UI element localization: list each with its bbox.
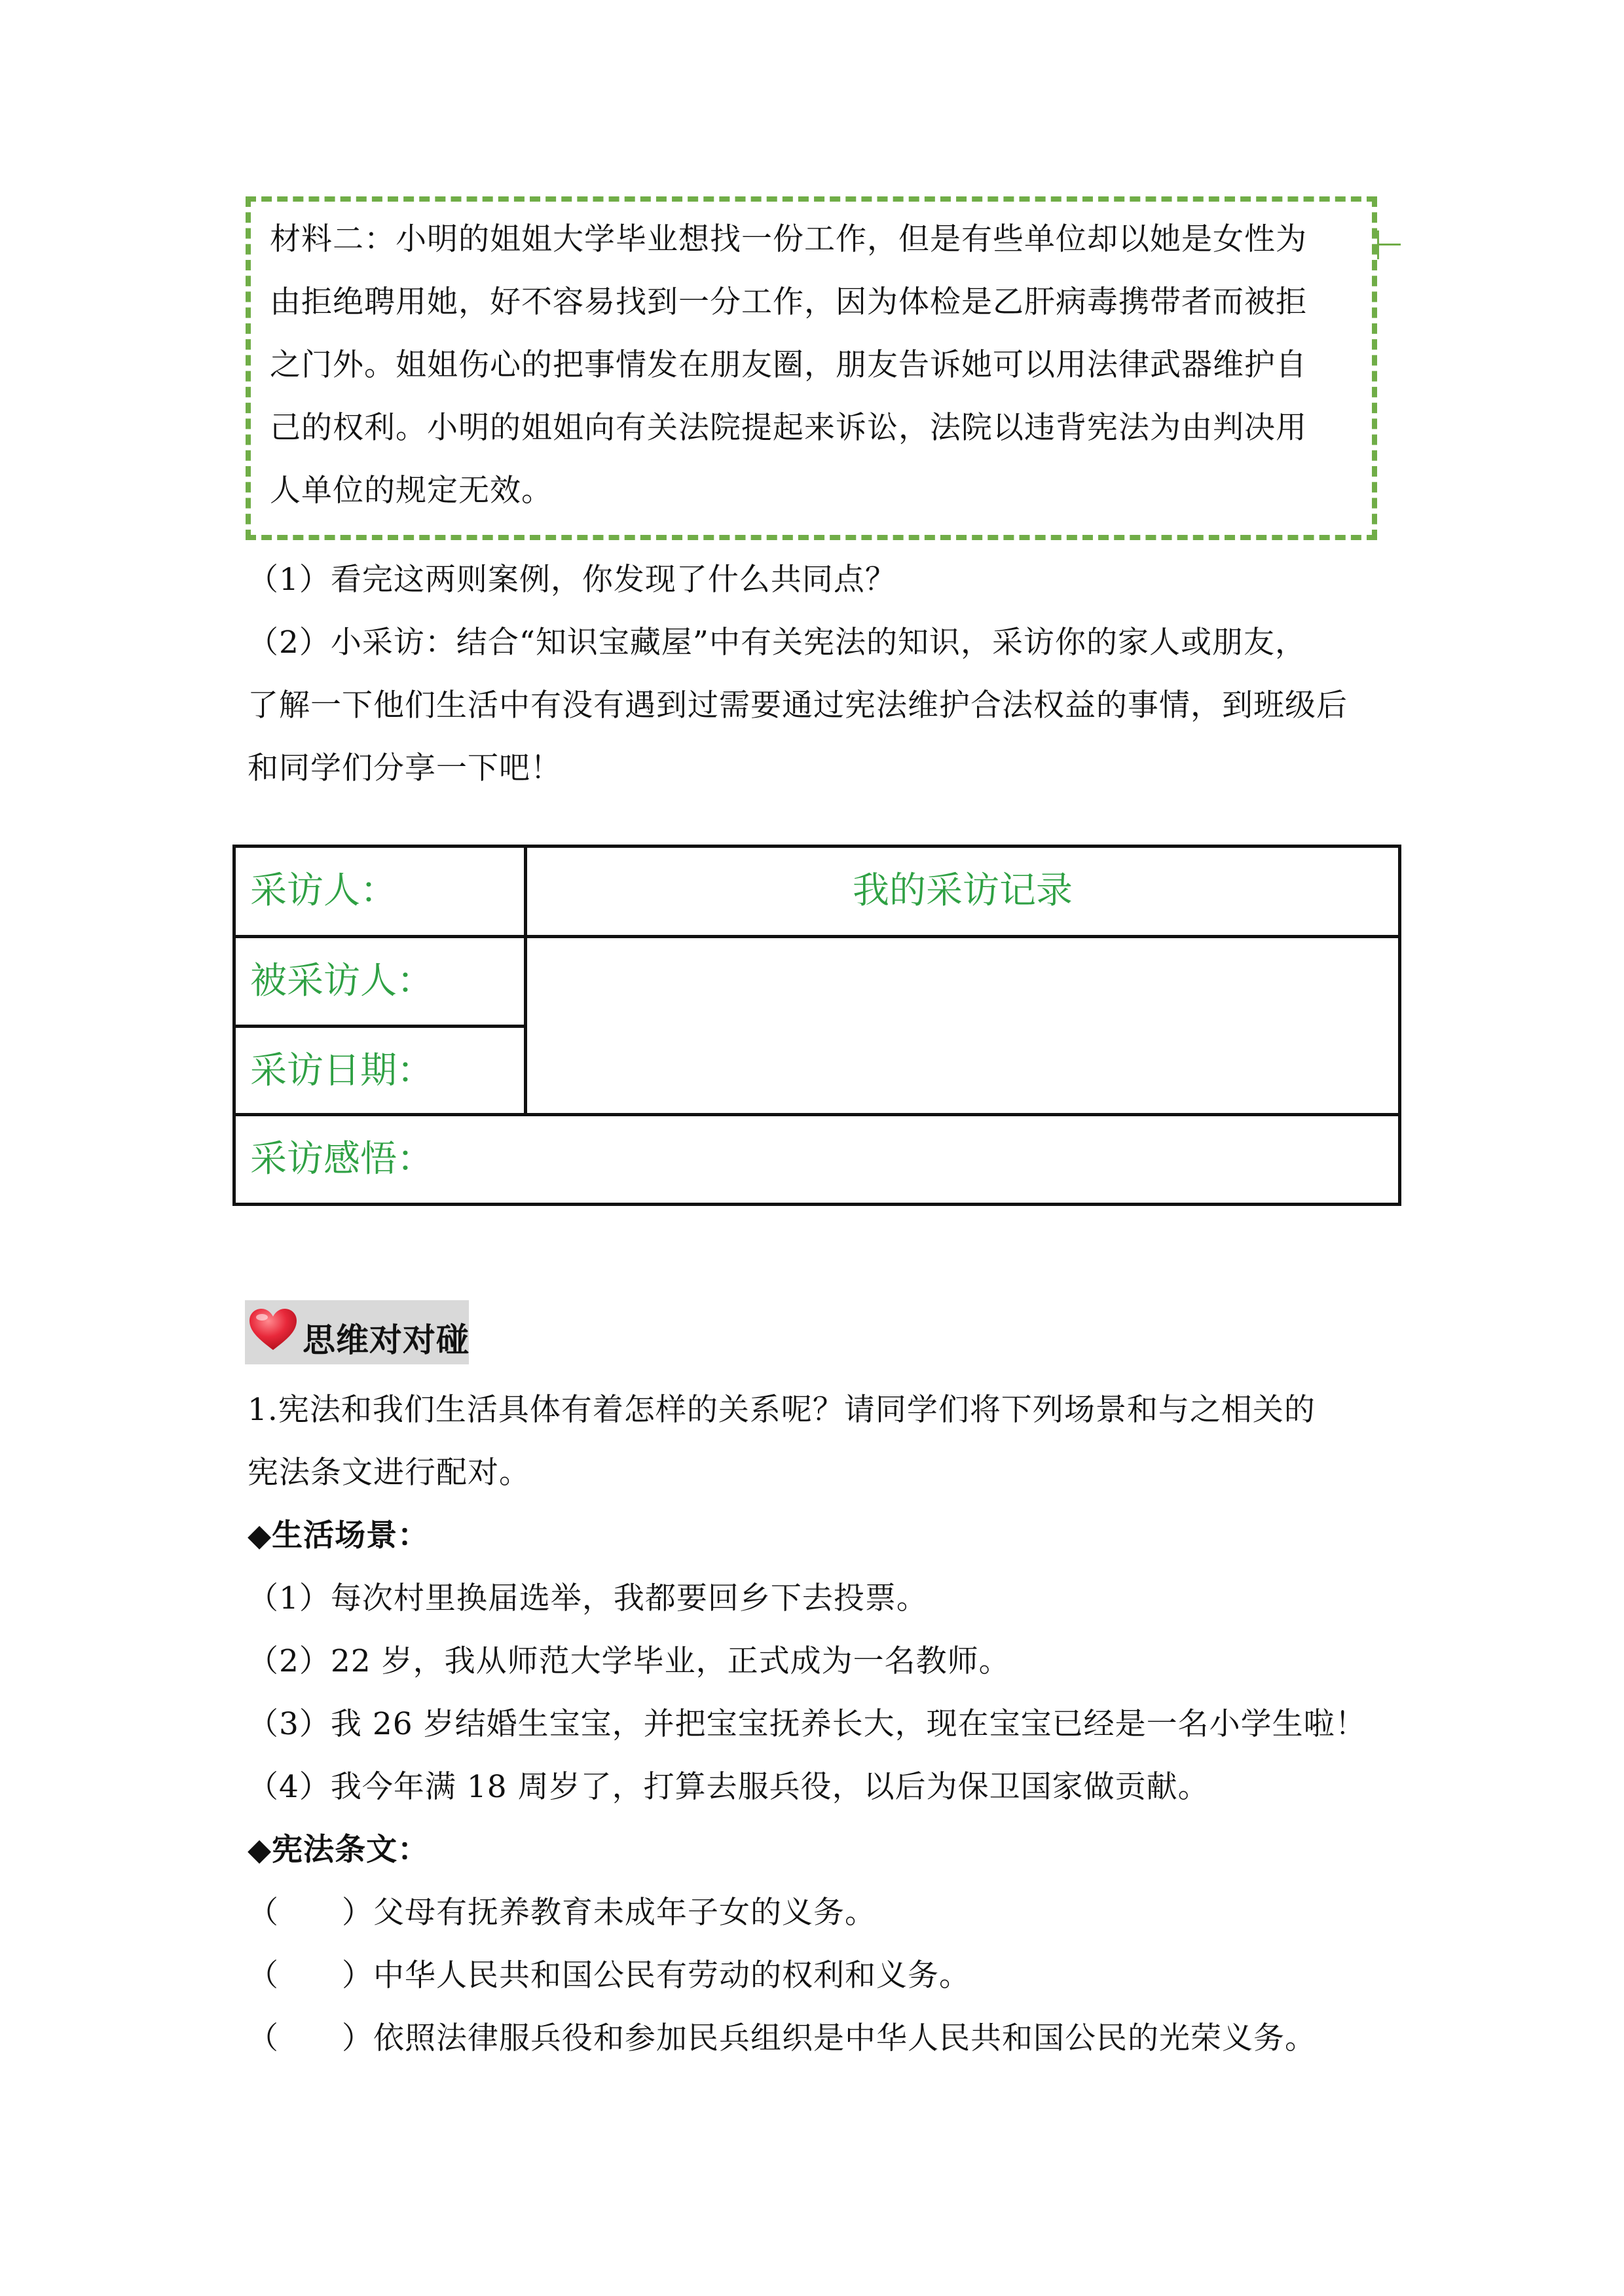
material-line: 人单位的规定无效。 — [270, 473, 553, 509]
record-header: 我的采访记录 — [853, 869, 1073, 912]
material-text — [270, 208, 1363, 522]
material-line: 之门外。姐姐伤心的把事情发在朋友圈，朋友告诉她可以用法律武器维护自 — [270, 347, 1307, 383]
comment-connector — [1377, 244, 1401, 246]
material-line: 己的权利。小明的姐姐向有关法院提起来诉讼，法院以违背宪法为由判决用 — [270, 410, 1307, 446]
article-item: （ ）依照法律服兵役和参加民兵组织是中华人民共和国公民的光荣义务。 — [248, 2020, 1316, 2056]
scene-item: （1）每次村里换届选举，我都要回乡下去投票。 — [248, 1580, 928, 1616]
section-title: 思维对对碰 — [303, 1321, 470, 1359]
article-item: （ ）父母有抚养教育未成年子女的义务。 — [248, 1895, 876, 1931]
record-field[interactable] — [527, 938, 1398, 1113]
date-label: 采访日期： — [250, 1049, 434, 1092]
comment-connector-tick — [1377, 230, 1379, 259]
question-2-line-1: （2）小采访：结合“知识宝藏屋”中有关宪法的知识，采访你的家人或朋友， — [248, 625, 1306, 661]
question-2-line-2: 了解一下他们生活中有没有遇到过需要通过宪法维护合法权益的事情，到班级后 — [248, 687, 1348, 723]
reflection-label: 采访感悟： — [250, 1138, 434, 1180]
heart-icon — [248, 1307, 299, 1353]
interviewer-label: 采访人： — [250, 869, 397, 912]
interview-table — [232, 845, 1401, 1206]
articles-heading: ◆宪法条文： — [248, 1832, 430, 1868]
interviewee-label: 被采访人： — [250, 960, 434, 1002]
question-2-line-3: 和同学们分享一下吧！ — [248, 750, 562, 786]
scene-item: （2）22 岁，我从师范大学毕业，正式成为一名教师。 — [248, 1643, 1010, 1679]
scenes-heading: ◆生活场景： — [248, 1518, 430, 1554]
article-item: （ ）中华人民共和国公民有劳动的权利和义务。 — [248, 1958, 970, 1994]
scene-item: （4）我今年满 18 周岁了，打算去服兵役，以后为保卫国家做贡献。 — [248, 1769, 1209, 1805]
exercise-intro-line-2: 宪法条文进行配对。 — [248, 1455, 530, 1491]
material-line: 材料二：小明的姐姐大学毕业想找一份工作，但是有些单位却以她是女性为 — [270, 221, 1307, 257]
scene-item: （3）我 26 岁结婚生宝宝，并把宝宝抚养长大，现在宝宝已经是一名小学生啦！ — [248, 1706, 1367, 1742]
material-line: 由拒绝聘用她，好不容易找到一分工作，因为体检是乙肝病毒携带者而被拒 — [270, 284, 1307, 320]
exercise-intro-line-1: 1.宪法和我们生活具体有着怎样的关系呢？请同学们将下列场景和与之相关的 — [248, 1392, 1316, 1428]
question-1: （1）看完这两则案例，你发现了什么共同点？ — [248, 562, 896, 598]
